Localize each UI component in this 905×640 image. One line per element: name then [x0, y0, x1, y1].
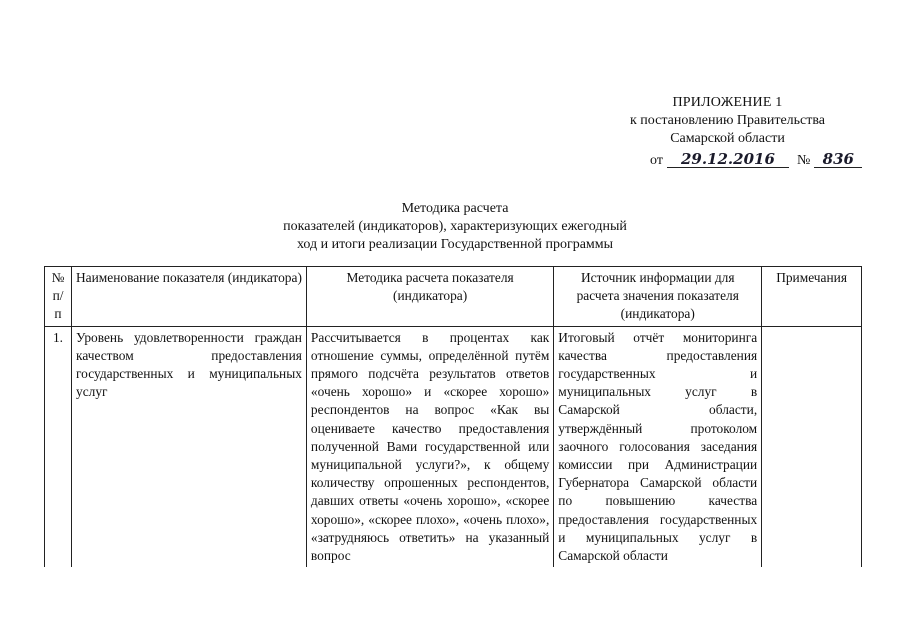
cell-notes	[762, 326, 862, 567]
heading-line-1: Методика расчета	[401, 201, 509, 216]
heading-line-2: показателей (индикаторов), характеризующих ежегодный	[283, 219, 627, 234]
document-heading	[150, 200, 760, 254]
appendix-title: ПРИЛОЖЕНИЕ 1	[672, 95, 783, 110]
order-reference	[650, 151, 890, 169]
table-row	[45, 326, 862, 567]
order-number-label: №	[796, 153, 811, 168]
cell-method: Рассчитывается в процентах как отношение суммы, определённой путём прямого подсчёта результатов ответов «очень хорошо» и «скорее хорошо» респондентов на вопрос «Как вы оцениваете качество предоставления полученной Вами государственной или муниципальной услуги?», к общему количеству опрошенных респондентов, давших ответы «очень хорошо», «скорее хорошо», «скорее плохо», «очень плохо», «затрудняюсь ответить» на указанный вопрос	[306, 326, 553, 567]
appendix-line-2: к постановлению Правительства	[629, 113, 826, 128]
appendix-block	[560, 94, 895, 148]
appendix-line-3: Самарской области	[670, 131, 785, 146]
order-number: 836	[814, 151, 862, 168]
header-no: № п/п	[45, 267, 72, 327]
cell-no: 1.	[45, 326, 72, 567]
order-from-label: от	[650, 153, 663, 168]
indicators-table	[44, 266, 862, 567]
table-header-row	[45, 267, 862, 327]
cell-source: Итоговый отчёт мониторинга качества предоставления государственных и муниципальных услуг в Самарской области, утверждённый протоколом заочного голосования заседания комиссии при Администрации Губернатора Самарской области по повышению качества предоставления государственных и муниципальных услуг в Самарской области	[554, 326, 762, 567]
header-name: Наименование показателя (индикатора)	[72, 267, 307, 327]
order-date: 29.12.2016	[667, 151, 789, 168]
header-method: Методика расчета показателя (индикатора)	[306, 267, 553, 327]
heading-line-3: ход и итоги реализации Государственной программы	[296, 237, 614, 252]
header-source: Источник информации для расчета значения показателя (индикатора)	[554, 267, 762, 327]
header-notes: Примечания	[762, 267, 862, 327]
cell-name: Уровень удовлетворенности граждан качеством предоставления государственных и муниципальных услуг	[72, 326, 307, 567]
